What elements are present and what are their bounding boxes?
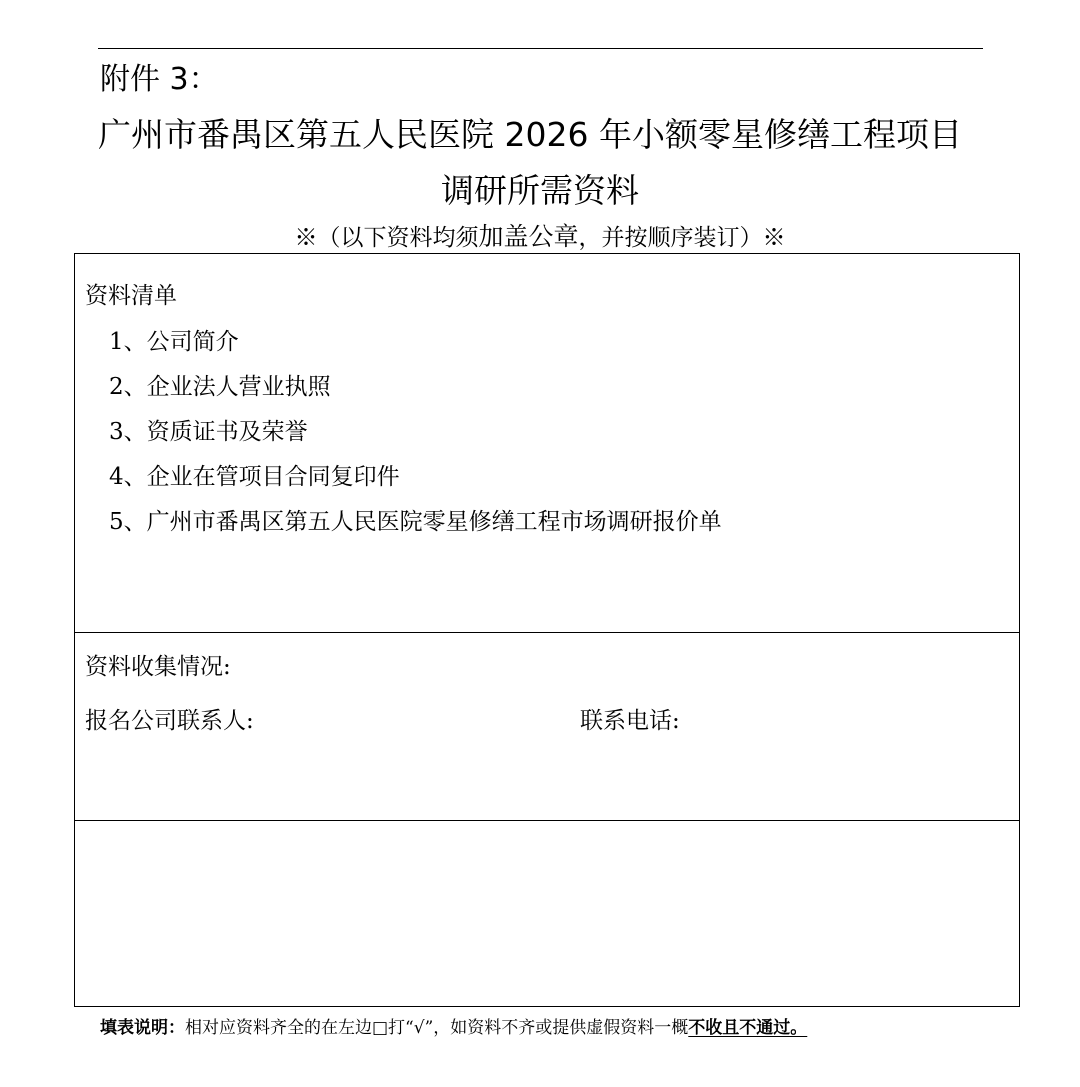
collection-status-heading: 资料收集情况: — [85, 654, 231, 680]
contact-person-label: 报名公司联系人: — [85, 708, 254, 734]
stamp-binding-note — [0, 220, 1080, 255]
materials-list — [109, 326, 722, 551]
list-item-qualifications: 3、资质证书及荣誉 — [109, 419, 308, 445]
materials-form-table — [74, 253, 1020, 1007]
instructions-text: 相对应资料齐全的在左边□打“√”，如资料不齐或提供虚假资料一概 — [185, 1018, 689, 1038]
blank-section — [75, 820, 1019, 1006]
instructions-label: 填表说明： — [100, 1018, 185, 1038]
list-item-business-license: 2、企业法人营业执照 — [109, 374, 331, 400]
document-title-line1: 广州市番禺区第五人民医院 2026 年小额零星修缮工程项目 — [98, 115, 962, 154]
attachment-label: 附件 3： — [100, 62, 219, 97]
note-emphasis: 加盖公章 — [478, 222, 579, 251]
note-prefix: ※（以下资料均须 — [294, 225, 479, 251]
document-title-line2: 调研所需资料 — [441, 171, 639, 210]
list-item-company-profile: 1、公司简介 — [109, 329, 239, 355]
materials-list-section — [75, 254, 1019, 632]
top-rule — [98, 48, 983, 49]
list-item-quotation-sheet: 5、广州市番禺区第五人民医院零星修缮工程市场调研报价单 — [109, 509, 722, 535]
contact-phone-label: 联系电话: — [580, 708, 680, 734]
instructions-emphasis: 不收且不通过。 — [688, 1018, 808, 1038]
collection-status-section — [75, 632, 1019, 820]
list-item-contract-copies: 4、企业在管项目合同复印件 — [109, 464, 400, 490]
note-suffix: ，并按顺序装订）※ — [578, 225, 786, 251]
form-instructions — [100, 1015, 807, 1041]
materials-list-heading: 资料清单 — [85, 283, 177, 309]
